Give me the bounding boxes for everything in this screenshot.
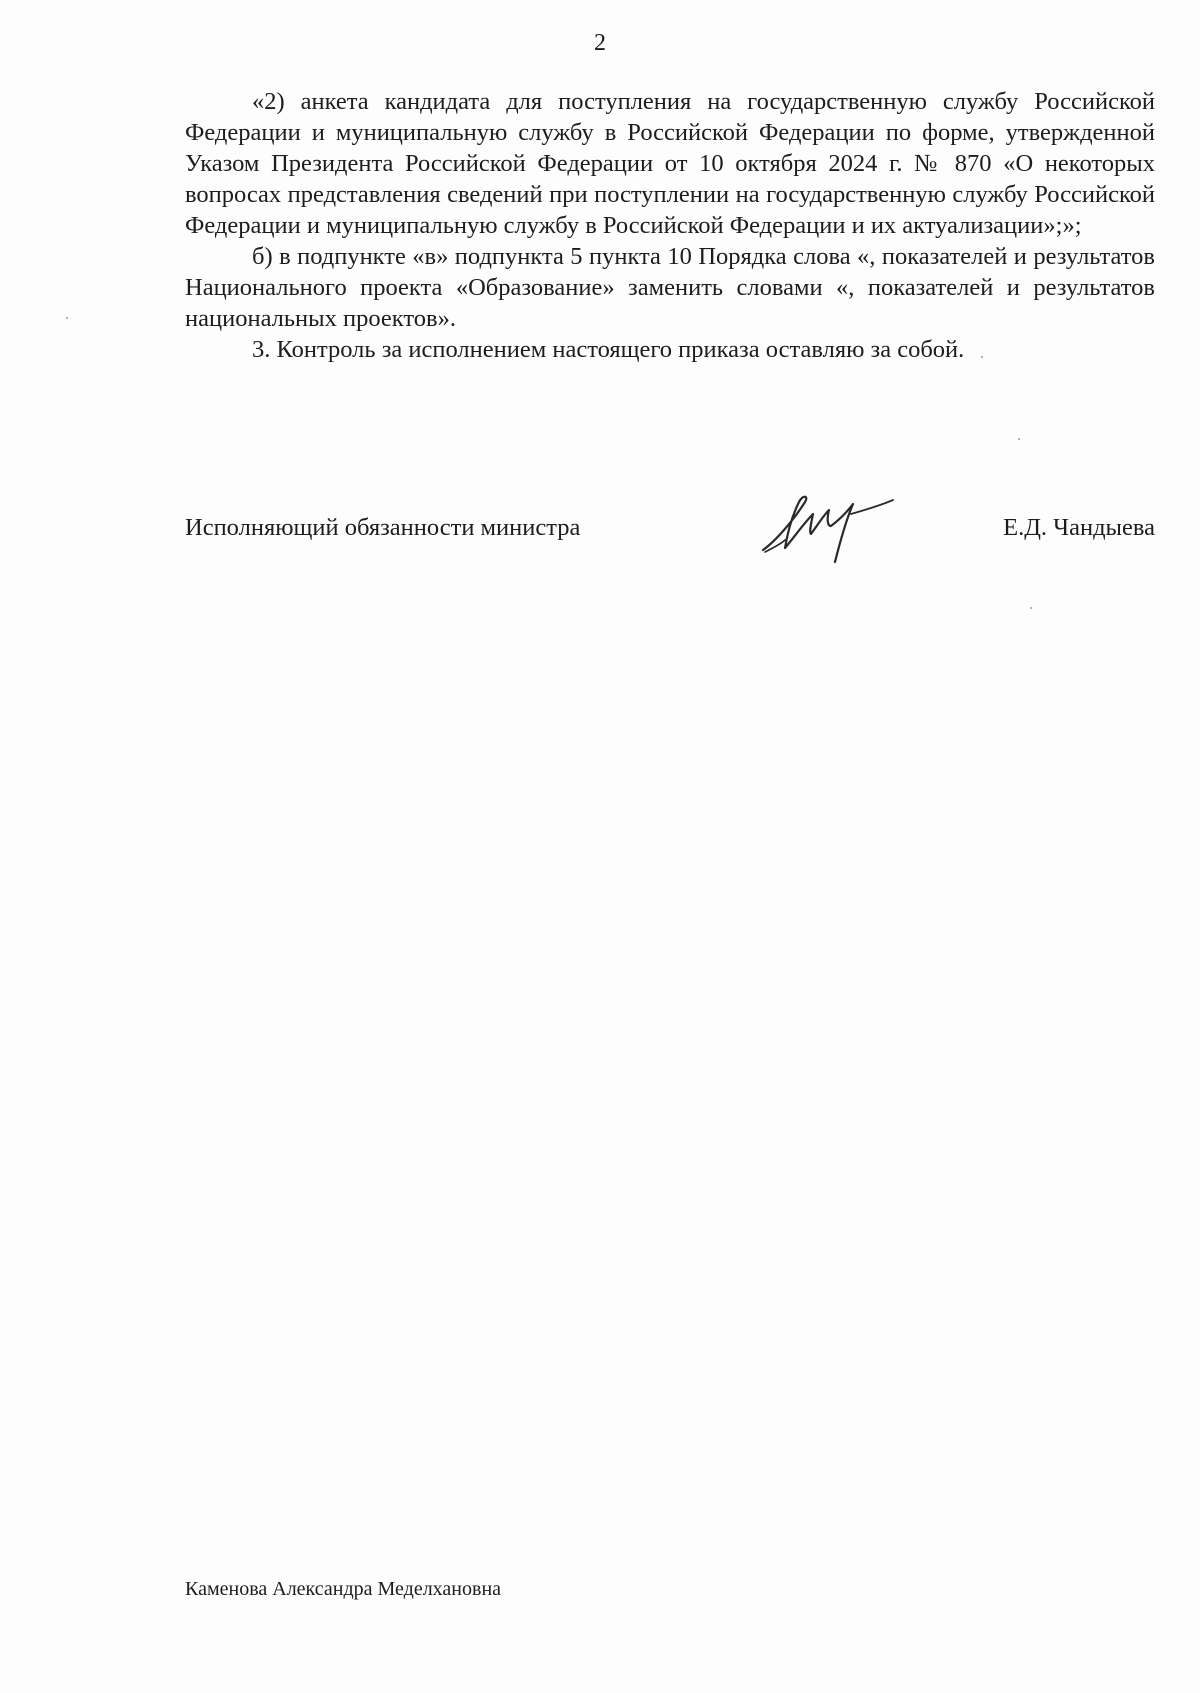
scan-speck bbox=[1018, 438, 1020, 440]
signature-block bbox=[185, 496, 1155, 566]
signatory-name: Е.Д. Чандыева bbox=[1003, 514, 1155, 541]
signatory-position: Исполняющий обязанности министра bbox=[185, 514, 581, 541]
handwritten-signature bbox=[755, 488, 905, 568]
executor-name: Каменова Александра Меделхановна bbox=[185, 1578, 502, 1600]
paragraph: 3. Контроль за исполнением настоящего приказа оставляю за собой. bbox=[252, 336, 965, 363]
paragraph: «2) анкета кандидата для поступления на государственную службу Российской Федерации и муниципальную службу в Российской Федерации по форме, утвержденной Указом Президента Российской Федерации от 10 октября 2024 г. № 870 «О некоторых вопросах представления сведений при поступлении на государственную службу Российской Федерации и муниципальную службу в Российской Федерации и их актуализации»;»; bbox=[185, 88, 1155, 239]
document-body bbox=[185, 86, 1155, 365]
page-number: 2 bbox=[594, 30, 606, 56]
paragraph: б) в подпункте «в» подпункта 5 пункта 10 Порядка слова «, показателей и результатов Национального проекта «Образование» заменить словами «, показателей и результатов национальных проектов». bbox=[185, 243, 1155, 332]
scan-speck bbox=[1030, 607, 1032, 609]
scan-speck bbox=[66, 317, 68, 319]
scan-speck bbox=[981, 356, 983, 358]
